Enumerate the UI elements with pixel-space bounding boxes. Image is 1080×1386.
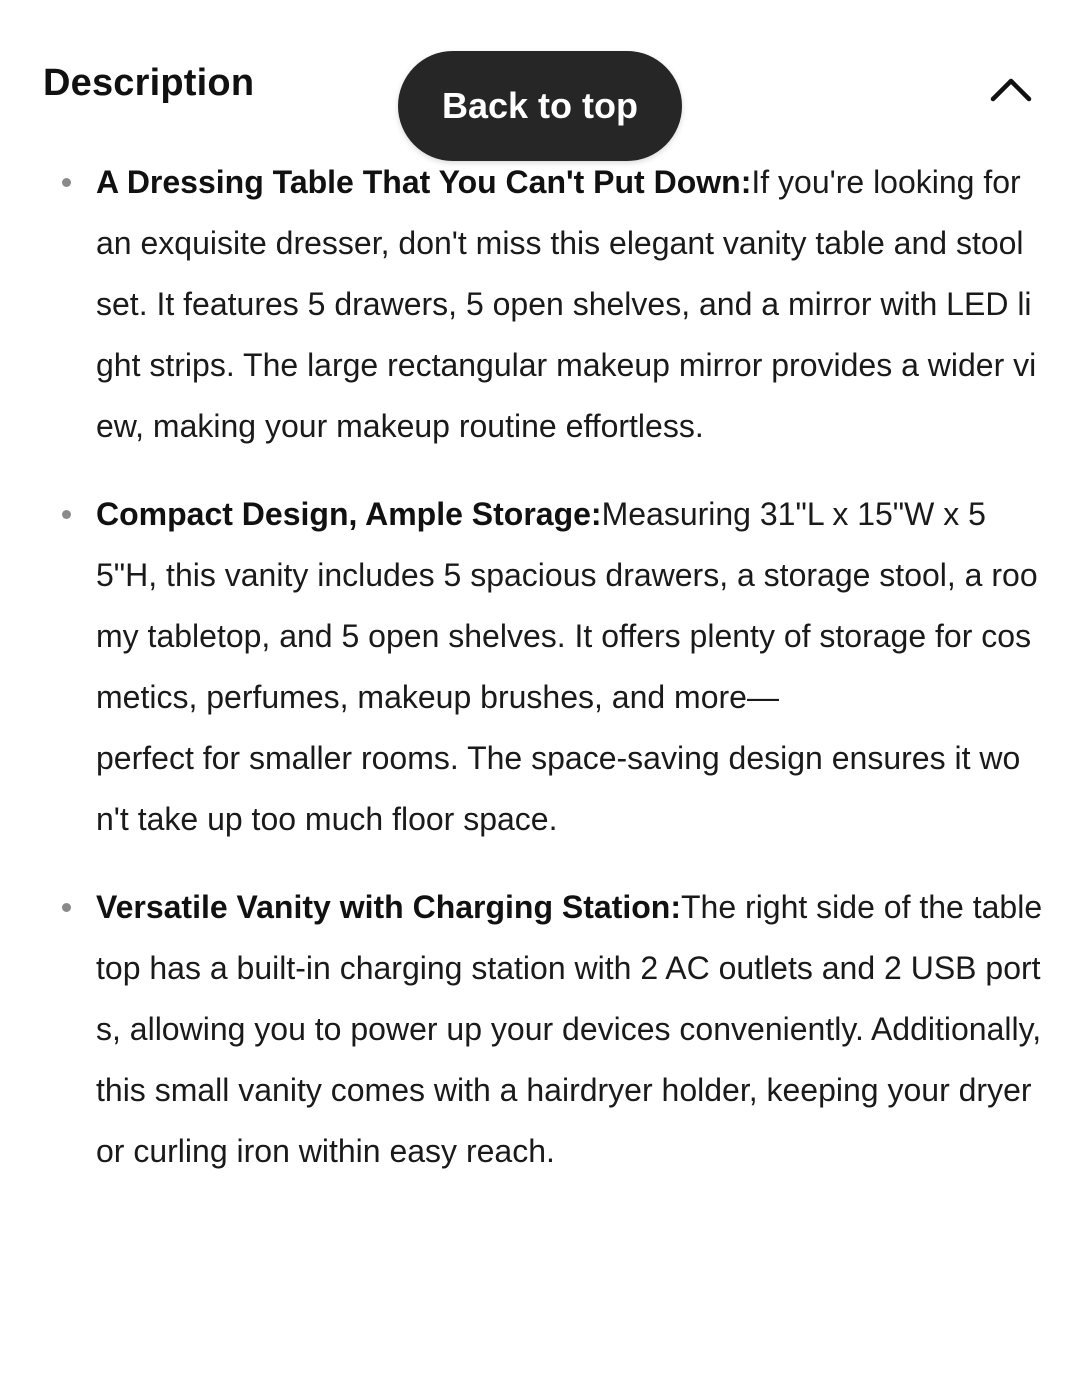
chevron-up-icon [990, 76, 1032, 102]
bullet-body-continued: perfect for smaller rooms. The space-saving design ensures it won't take up too much floor space. [96, 740, 1021, 837]
bullet-heading: Compact Design, Ample Storage: [96, 496, 602, 532]
description-list [0, 152, 1080, 1209]
back-to-top-button[interactable]: Back to top [398, 51, 682, 161]
collapse-toggle-button[interactable] [985, 66, 1037, 112]
bullet-heading: Versatile Vanity with Charging Station: [96, 889, 681, 925]
bullet-dot-icon [62, 510, 71, 519]
section-title: Description [43, 62, 255, 104]
list-item [0, 877, 1080, 1182]
list-item [0, 152, 1080, 457]
bullet-body: If you're looking for an exquisite dresser, don't miss this elegant vanity table and stool set. It features 5 drawers, 5 open shelves, and a mirror with LED light strips. The large rectangular makeup mirror provides a wider view, making your makeup routine effortless. [96, 164, 1037, 444]
bullet-body: Measuring 31"L x 15"W x 55"H, this vanity includes 5 spacious drawers, a storage stool, a roomy tabletop, and 5 open shelves. It offers plenty of storage for cosmetics, perfumes, makeup brushes, and more— [96, 496, 1038, 715]
bullet-body: The right side of the tabletop has a built-in charging station with 2 AC outlets and 2 USB ports, allowing you to power up your devices conveniently. Additionally, this small vanity comes with a hairdryer holder, keeping your dryer or curling iron within easy reach. [96, 889, 1043, 1169]
bullet-heading: A Dressing Table That You Can't Put Down: [96, 164, 752, 200]
list-item [0, 484, 1080, 850]
bullet-dot-icon [62, 178, 71, 187]
bullet-dot-icon [62, 903, 71, 912]
